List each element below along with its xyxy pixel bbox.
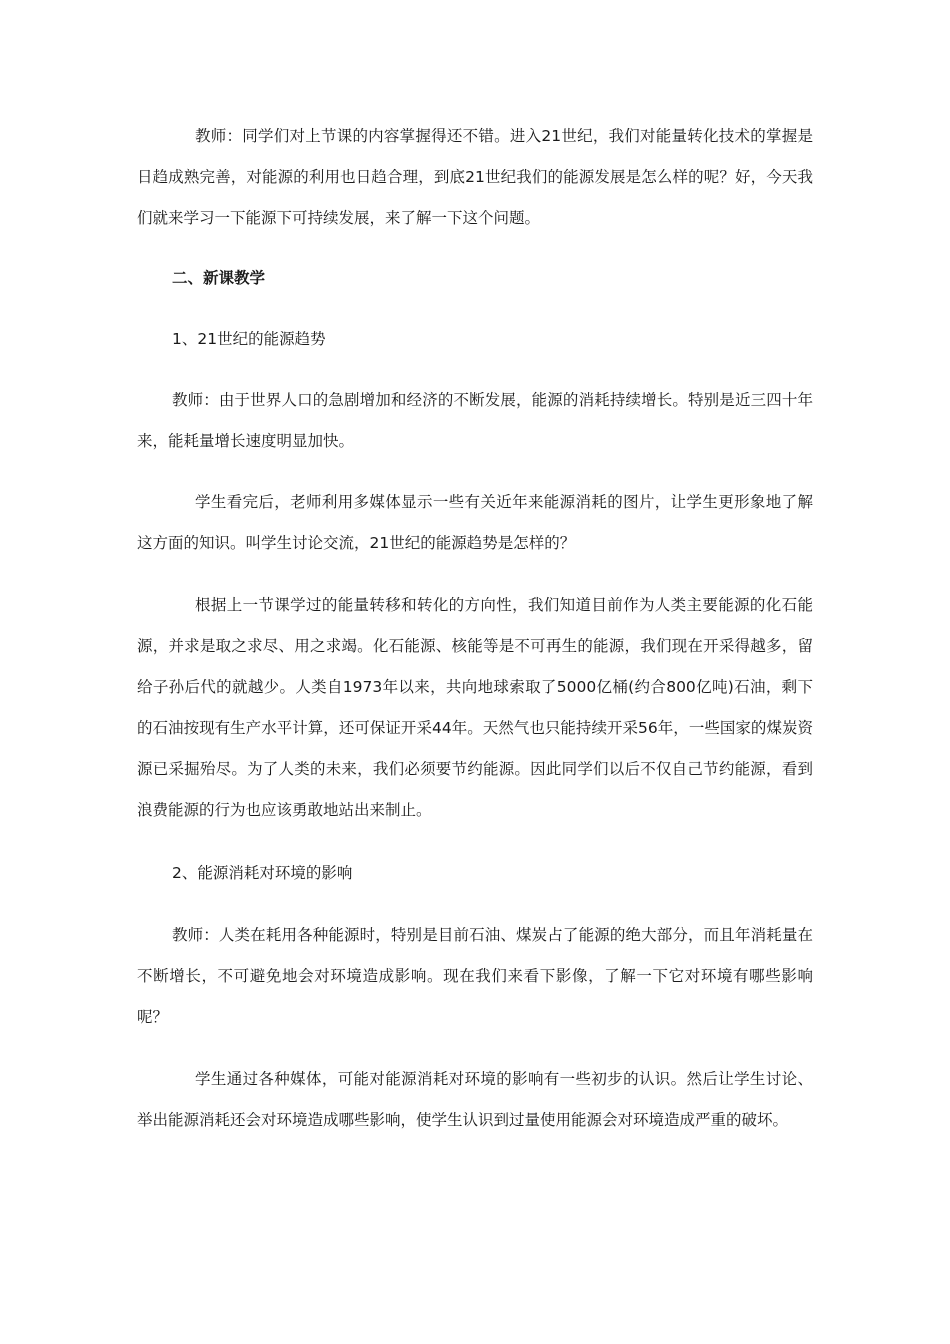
section-heading-new-lesson: 二、新课教学 [172,269,266,287]
subheading-energy-trend: 1、21世纪的能源趋势 [172,330,326,348]
paragraph-intro: 教师：同学们对上节课的内容掌握得还不错。进入21世纪，我们对能量转化技术的掌握是日趋成熟完善，对能源的利用也日趋合理，到底21世纪我们的能源发展是怎么样的呢？好，今天我们就来学习一下能源下可持续发展，来了解一下这个问题。 [137,127,813,227]
paragraph-student-multimedia: 学生看完后，老师利用多媒体显示一些有关近年来能源消耗的图片，让学生更形象地了解这方面的知识。叫学生讨论交流，21世纪的能源趋势是怎样的？ [137,493,813,552]
paragraph-fossil-energy: 根据上一节课学过的能量转移和转化的方向性，我们知道目前作为人类主要能源的化石能源，并求是取之求尽、用之求竭。化石能源、核能等是不可再生的能源，我们现在开采得越多，留给子孙后代的就越少。人类自1973年以来，共向地球索取了5000亿桶(约合800亿吨)石油，剩下的石油按现有生产水平计算，还可保证开采44年。天然气也只能持续开采56年，一些国家的煤炭资源已采掘殆尽。为了人类的未来，我们必须要节约能源。因此同学们以后不仅自己节约能源，看到浪费能源的行为也应该勇敢地站出来制止。 [137,596,813,819]
subheading-environment-impact: 2、能源消耗对环境的影响 [172,864,353,882]
paragraph-teacher-environment: 教师：人类在耗用各种能源时，特别是目前石油、煤炭占了能源的绝大部分，而且年消耗量在不断增长，不可避免地会对环境造成影响。现在我们来看下影像，了解一下它对环境有哪些影响呢？ [137,926,813,1026]
paragraph-student-discussion: 学生通过各种媒体，可能对能源消耗对环境的影响有一些初步的认识。然后让学生讨论、举出能源消耗还会对环境造成哪些影响，使学生认识到过量使用能源会对环境造成严重的破坏。 [137,1070,813,1129]
paragraph-teacher-growth: 教师：由于世界人口的急剧增加和经济的不断发展，能源的消耗持续增长。特别是近三四十年来，能耗量增长速度明显加快。 [137,391,813,450]
